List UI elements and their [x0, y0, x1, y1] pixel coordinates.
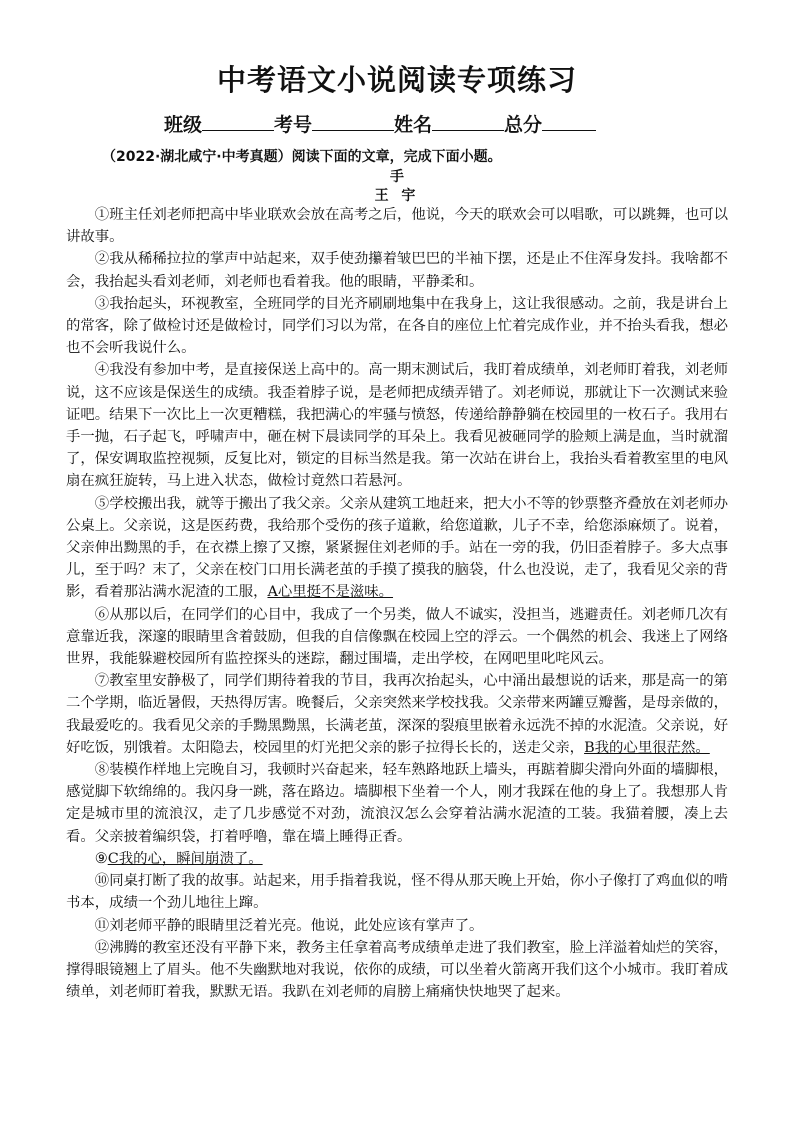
- paragraph-5: ⑤学校搬出我，就等于搬出了我父亲。父亲从建筑工地赶来，把大小不等的钞票整齐叠放在刘老师办公桌上。父亲说，这是医药费，我给那个受伤的孩子道歉，给您道歉，儿子不幸，给您添麻烦了。说着，父亲伸出黝黑的手，在衣襟上擦了又擦，紧紧握住刘老师的手。站在一旁的我，仍旧歪着脖子。多大点事儿，至于吗？末了，父亲在校门口用长满老茧的手摸了摸我的脑袋，什么也没说，走了，我看见父亲的背影，看着那沾满水泥渣的工服，A心里挺不是滋味。: [66, 495, 728, 601]
- paragraph-11: ⑪刘老师平静的眼睛里泛着光亮。他说，此处应该有掌声了。: [94, 917, 484, 934]
- paragraph-10: ⑩同桌打断了我的故事。站起来，用手指着我说，怪不得从那天晚上开始，你小子像打了鸡血似的啃书本，成绩一个劲儿地往上蹿。: [66, 873, 728, 912]
- story-title: 手: [390, 169, 404, 185]
- name-blank[interactable]: [432, 112, 504, 131]
- page-title: 中考语文小说阅读专项练习: [216, 63, 577, 97]
- question-intro: （2022·湖北咸宁·中考真题）阅读下面的文章，完成下面小题。: [102, 149, 502, 165]
- class-blank[interactable]: [202, 112, 274, 131]
- paragraph-6: ⑥从那以后，在同学们的心目中，我成了一个另类，做人不诚实，没担当，逃避责任。刘老师几次有意靠近我，深邃的眼睛里含着鼓励，但我的自信像飘在校园上空的浮云。一个偶然的机会、我迷上了网络世界，我能躲避校园所有监控探头的迷踪，翻过围墙，走出学校，在网吧里叱咤风云。: [66, 606, 728, 668]
- name-label: 姓名: [394, 114, 433, 136]
- underlined-sentence-c: C我的心，瞬间崩溃了。: [107, 850, 263, 867]
- paragraph-8: ⑧装模作样地上完晚自习，我顿时兴奋起来，轻车熟路地跃上墙头，再踮着脚尖滑向外面的墙脚根，感觉脚下软绵绵的。我闪身一跳，落在路边。墙脚根下坐着一个人，刚才我踩在他的身上了。我想那人肯定是城市里的流浪汉，走了几步感觉不对劲，流浪汉怎么会穿着沾满水泥渣的工装。我猫着腰，凑上去看。父亲披着编织袋，打着呼噜，靠在墙上睡得正香。: [66, 762, 728, 845]
- paragraph-1: ①班主任刘老师把高中毕业联欢会放在高考之后，他说，今天的联欢会可以唱歌，可以跳舞，也可以讲故事。: [66, 207, 728, 246]
- class-label: 班级: [164, 114, 203, 136]
- story-body: [66, 204, 728, 1003]
- story-author: 王 宇: [374, 188, 420, 204]
- paragraph-2: ②我从稀稀拉拉的掌声中站起来，双手使劲攥着皱巴巴的半袖下摆，还是止不住浑身发抖。我啥都不会，我抬起头看刘老师，刘老师也看着我。他的眼睛，平静柔和。: [66, 251, 728, 290]
- paragraph-12: ⑫沸腾的教室还没有平静下来，教务主任拿着高考成绩单走进了我们教室，脸上洋溢着灿烂的笑容，撑得眼镜翘上了眉头。他不失幽默地对我说，依你的成绩，可以坐着火箭离开我们这个小城市。我盯着成绩单，刘老师盯着我，默默无语。我趴在刘老师的肩膀上痛痛快快地哭了起来。: [66, 939, 728, 1001]
- exam-no-blank[interactable]: [312, 112, 394, 131]
- paragraph-4: ④我没有参加中考，是直接保送上高中的。高一期末测试后，我盯着成绩单，刘老师盯着我，刘老师说，这不应该是保送生的成绩。我歪着脖子说，是老师把成绩弄错了。刘老师说，那就让下一次测试来验证吧。结果下一次比上一次更糟糕，我把满心的牢骚与愤怒，传递给静静躺在校园里的一枚石子。我用右手一抛，石子起飞，呼啸声中，砸在树下晨读同学的耳朵上。我看见被砸同学的脸颊上满是血，当时就溜了，保安调取监控视频，反复比对，锁定的目标当然是我。第一次站在讲台上，我抬头看着教室里的电风扇在疯狂旋转，马上进入状态，做检讨竟然口若悬河。: [66, 362, 728, 490]
- exam-no-label: 考号: [274, 114, 313, 136]
- paragraph-3: ③我抬起头，环视教室，全班同学的目光齐刷刷地集中在我身上，这让我很感动。之前，我是讲台上的常客，除了做检讨还是做检讨，同学们习以为常，在各自的座位上忙着完成作业，并不抬头看我，想必也不会听我说什么。: [66, 295, 728, 357]
- student-info-line: [164, 110, 596, 137]
- paragraph-7: ⑦教室里安静极了，同学们期待着我的节目，我再次抬起头，心中涌出最想说的话来，那是高一的第二个学期，临近暑假，天热得厉害。晚餐后，父亲突然来学校找我。父亲带来两罐豆瓣酱，是母亲做的，我最爱吃的。我看见父亲的手黝黑黝黑，长满老茧，深深的裂痕里嵌着永远洗不掉的水泥渣。父亲说，好好吃饭，别饿着。太阳隐去，校园里的灯光把父亲的影子拉得长长的，送走父亲，B我的心里很茫然。: [66, 673, 728, 756]
- score-label: 总分: [504, 114, 543, 136]
- score-blank[interactable]: [542, 112, 596, 131]
- underlined-sentence-a: A心里挺不是滋味。: [267, 584, 394, 601]
- underlined-sentence-b: B我的心里很茫然。: [584, 739, 710, 756]
- paragraph-9: ⑨C我的心，瞬间崩溃了。: [94, 850, 263, 867]
